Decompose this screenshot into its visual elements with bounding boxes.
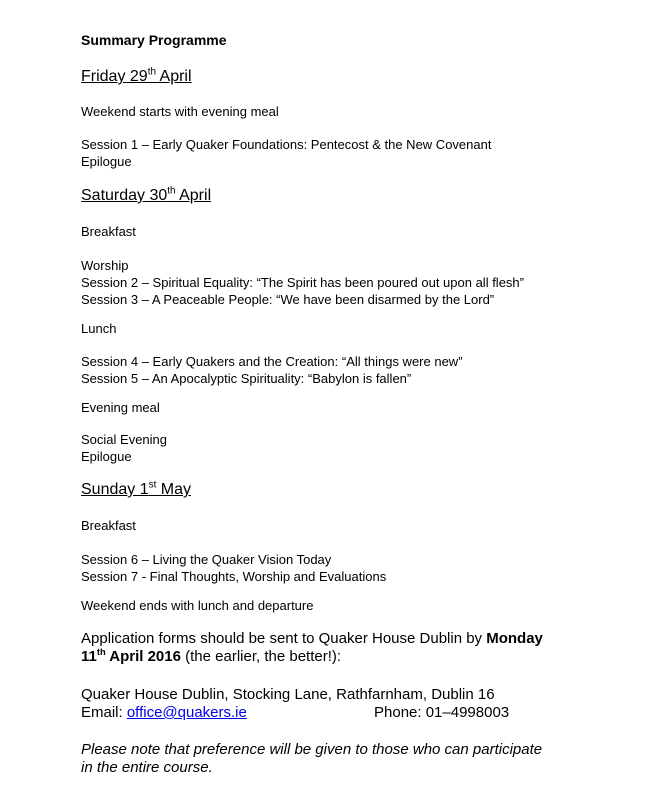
- application-line-1: [81, 630, 621, 648]
- email-link[interactable]: office@quakers.ie: [126, 704, 247, 721]
- contact-block: [81, 686, 621, 722]
- sunday-breakfast: Breakfast: [81, 518, 136, 533]
- application-deadline-date: [81, 648, 181, 665]
- worship-line: Worship: [81, 258, 129, 273]
- preference-note-line-2: in the entire course.: [81, 759, 213, 776]
- session-5-line: Session 5 – An Apocalyptic Spirituality: “Babylon is fallen”: [81, 371, 412, 386]
- heading-friday-ordinal: th: [147, 66, 156, 78]
- friday-epilogue-line: Epilogue: [81, 154, 132, 169]
- heading-friday: [81, 67, 621, 87]
- heading-sunday-ordinal: st: [148, 479, 157, 491]
- phone-label: Phone:: [374, 704, 426, 721]
- saturday-morning-block: [81, 257, 621, 308]
- preference-note-line-1: Please note that preference will be given to those who can participate: [81, 741, 543, 758]
- deadline-date-main: 11: [81, 648, 97, 665]
- deadline-date-rest: April 2016: [105, 648, 181, 665]
- saturday-evening-meal: Evening meal: [81, 400, 160, 415]
- application-line-2: [81, 648, 621, 666]
- friday-intro: Weekend starts with evening meal: [81, 104, 279, 119]
- heading-sunday-rest: May: [156, 481, 191, 498]
- contact-address: Quaker House Dublin, Stocking Lane, Rathfarnham, Dublin 16: [81, 686, 495, 703]
- saturday-breakfast: Breakfast: [81, 224, 136, 239]
- application-deadline-day: Monday: [486, 630, 543, 647]
- heading-friday-main: Friday 29: [81, 68, 148, 85]
- heading-friday-rest: April: [155, 68, 192, 85]
- session-6-line: Session 6 – Living the Quaker Vision Today: [81, 552, 332, 567]
- session-7-line: Session 7 - Final Thoughts, Worship and Evaluations: [81, 569, 387, 584]
- saturday-lunch: Lunch: [81, 321, 117, 336]
- session-3-line: Session 3 – A Peaceable People: “We have been disarmed by the Lord”: [81, 292, 495, 307]
- saturday-epilogue-line: Epilogue: [81, 449, 132, 464]
- contact-row: [81, 704, 621, 722]
- application-text-after: (the earlier, the better!):: [180, 648, 342, 665]
- session-1-line: Session 1 – Early Quaker Foundations: Pentecost & the New Covenant: [81, 137, 492, 152]
- preference-note: [81, 741, 621, 777]
- heading-saturday-ordinal: th: [167, 185, 176, 197]
- friday-session-block: [81, 136, 621, 170]
- sunday-closing: Weekend ends with lunch and departure: [81, 598, 314, 613]
- phone-part: [374, 704, 509, 722]
- heading-saturday-main: Saturday 30: [81, 187, 168, 204]
- email-label: Email:: [81, 704, 127, 721]
- session-2-line: Session 2 – Spiritual Equality: “The Spirit has been poured out upon all flesh”: [81, 275, 524, 290]
- heading-saturday: [81, 186, 621, 206]
- heading-sunday-main: Sunday 1: [81, 481, 149, 498]
- application-text-before: Application forms should be sent to Quaker House Dublin by: [81, 630, 487, 647]
- heading-saturday-rest: April: [175, 187, 212, 204]
- phone-number: 01–4998003: [425, 704, 510, 721]
- document-title: Summary Programme: [81, 32, 227, 48]
- application-paragraph: [81, 630, 621, 666]
- sunday-session-block: [81, 551, 621, 585]
- social-evening-line: Social Evening: [81, 432, 167, 447]
- session-4-line: Session 4 – Early Quakers and the Creation: “All things were new”: [81, 354, 463, 369]
- deadline-date-ordinal: th: [96, 647, 106, 657]
- saturday-evening-block: [81, 431, 621, 465]
- saturday-afternoon-block: [81, 353, 621, 387]
- heading-sunday: [81, 480, 621, 500]
